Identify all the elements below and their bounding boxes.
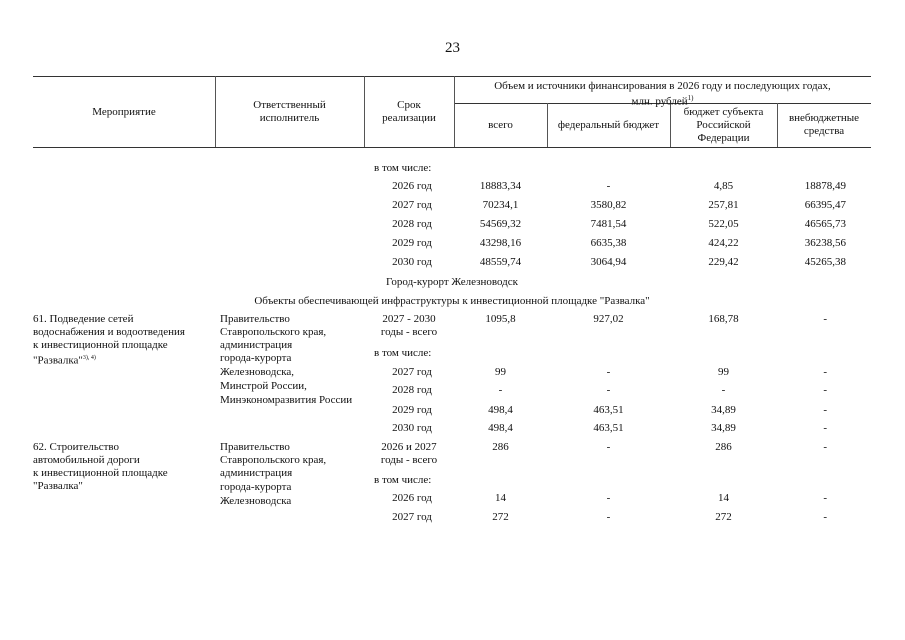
header-regional-line1: бюджет субъекта xyxy=(683,106,764,118)
item61-title-text: "Развалка" xyxy=(33,354,83,367)
item62-title-line1: 62. Строительство xyxy=(33,441,120,453)
item61-row-2027-extra: - xyxy=(823,366,827,378)
item62-total: 286 xyxy=(492,441,509,453)
header-responsible-line2: исполнитель xyxy=(259,112,320,124)
top-row-2027-year: 2027 год xyxy=(392,199,432,211)
item62-title-line3: к инвестиционной площадке xyxy=(33,467,168,479)
top-row-2030-regional: 229,42 xyxy=(708,256,739,268)
item61-title-line1: 61. Подведение сетей xyxy=(33,313,134,325)
top-row-2030-total: 48559,74 xyxy=(479,256,522,268)
header-bottom-rule xyxy=(33,147,871,148)
top-row-2028-year: 2028 год xyxy=(392,218,432,230)
header-period-line2: реализации xyxy=(382,112,436,124)
item61-row-2028-regional: - xyxy=(721,384,726,396)
item61-resp-line6: Минстрой России, xyxy=(220,380,307,392)
item62-resp-line5: Железноводска xyxy=(220,495,292,507)
item61-resp-line7: Минэкономразвития России xyxy=(220,394,353,406)
top-row-2029-federal: 6635,38 xyxy=(590,237,627,249)
top-including-label: в том числе: xyxy=(374,162,432,174)
item62-period-line1: 2026 и 2027 xyxy=(381,441,437,453)
item61-row-2029-regional: 34,89 xyxy=(711,404,736,416)
item62-federal: - xyxy=(606,441,611,453)
item61-row-2030-regional: 34,89 xyxy=(711,422,736,434)
top-row-2030-federal: 3064,94 xyxy=(590,256,627,268)
item61-row-2030-extra: - xyxy=(823,422,827,434)
item61-row-2028-extra: - xyxy=(823,384,827,396)
header-top-rule xyxy=(33,76,871,77)
item62-row-2027-year: 2027 год xyxy=(392,511,432,523)
item61-row-2029-total: 498,4 xyxy=(488,404,513,416)
item61-row-2028-year: 2028 год xyxy=(392,384,432,396)
item62-including-label: в том числе: xyxy=(374,474,432,486)
header-federal: федеральный бюджет xyxy=(557,119,660,131)
section-objects-heading: Объекты обеспечивающей инфраструктуры к инвестиционной площадке "Развалка" xyxy=(254,295,650,307)
item61-including-label: в том числе: xyxy=(374,347,432,359)
top-row-2028-extra: 46565,73 xyxy=(804,218,846,230)
top-row-2029-total: 43298,16 xyxy=(479,237,522,249)
page-number: 23 xyxy=(445,40,460,56)
top-row-2030-extra: 45265,38 xyxy=(804,256,846,268)
item61-resp-line1: Правительство xyxy=(220,313,290,325)
top-row-2029-regional: 424,22 xyxy=(708,237,739,249)
item62-extra: - xyxy=(823,441,827,453)
item62-period-line2: годы - всего xyxy=(380,454,438,466)
top-row-2026-total: 18883,34 xyxy=(479,180,522,192)
item61-resp-line4: города-курорта xyxy=(220,352,292,364)
top-row-2029-year: 2029 год xyxy=(392,237,432,249)
top-row-2026-year: 2026 год xyxy=(392,180,432,192)
top-row-2028-regional: 522,05 xyxy=(708,218,739,230)
top-row-2026-federal: - xyxy=(606,180,611,192)
top-row-2027-regional: 257,81 xyxy=(708,199,739,211)
item61-extra: - xyxy=(823,313,827,325)
item61-row-2027-regional: 99 xyxy=(718,366,729,378)
item62-row-2027-total: 272 xyxy=(492,511,509,523)
item61-federal: 927,02 xyxy=(593,313,624,325)
header-extra-line1: внебюджетные xyxy=(788,112,860,124)
item62-row-2026-extra: - xyxy=(823,492,827,504)
header-activity: Мероприятие xyxy=(92,106,156,118)
item61-row-2029-federal: 463,51 xyxy=(593,404,624,416)
item62-row-2026-regional: 14 xyxy=(718,492,729,504)
item61-row-2027-year: 2027 год xyxy=(392,366,432,378)
item62-row-2026-total: 14 xyxy=(495,492,506,504)
top-row-2027-total: 70234,1 xyxy=(482,199,519,211)
item62-row-2026-federal: - xyxy=(606,492,611,504)
header-extra-line2: средства xyxy=(803,125,845,137)
item62-row-2027-federal: - xyxy=(606,511,611,523)
header-total: всего xyxy=(488,119,513,131)
item61-regional: 168,78 xyxy=(708,313,739,325)
header-responsible-line1: Ответственный xyxy=(253,99,326,111)
section-city-heading: Город-курорт Железноводск xyxy=(386,276,518,288)
header-funding-footnote: 1) xyxy=(687,94,694,102)
item61-row-2030-total: 498,4 xyxy=(488,422,513,434)
item61-row-2027-federal: - xyxy=(606,366,611,378)
item61-title-line3: к инвестиционной площадке xyxy=(33,339,168,351)
header-funding-line2 xyxy=(454,92,871,109)
item62-row-2027-regional: 272 xyxy=(715,511,732,523)
item61-resp-line2: Ставропольского края, xyxy=(220,326,327,338)
item61-row-2029-extra: - xyxy=(823,404,827,416)
top-row-2027-federal: 3580,82 xyxy=(590,199,627,211)
item61-footnote: 3), 4) xyxy=(82,355,96,361)
top-row-2026-extra: 18878,49 xyxy=(804,180,846,192)
item62-resp-line3: администрация xyxy=(220,467,293,479)
item62-row-2027-extra: - xyxy=(823,511,827,523)
top-row-2029-extra: 36238,56 xyxy=(804,237,846,249)
header-funding-line1: Объем и источники финансирования в 2026 году и последующих годах, xyxy=(494,80,831,92)
item62-resp-line2: Ставропольского края, xyxy=(220,454,327,466)
item62-regional: 286 xyxy=(715,441,732,453)
item61-row-2029-year: 2029 год xyxy=(392,404,432,416)
item61-resp-line3: администрация xyxy=(220,339,293,351)
item61-title-line2: водоснабжения и водоотведения xyxy=(33,326,185,338)
top-row-2030-year: 2030 год xyxy=(392,256,432,268)
item61-title-line4 xyxy=(33,352,96,368)
header-funding-unit: млн. рублей xyxy=(631,95,688,108)
header-regional-line3: Федерации xyxy=(697,132,750,144)
item62-row-2026-year: 2026 год xyxy=(392,492,432,504)
header-period-line1: Срок xyxy=(397,99,421,111)
top-row-2028-total: 54569,32 xyxy=(479,218,522,230)
item62-title-line4: "Развалка" xyxy=(33,480,83,492)
top-row-2026-regional: 4,85 xyxy=(713,180,734,192)
item62-resp-line1: Правительство xyxy=(220,441,290,453)
item61-resp-line5: Железноводска, xyxy=(220,366,295,378)
item61-total: 1095,8 xyxy=(485,313,516,325)
item61-row-2030-federal: 463,51 xyxy=(593,422,624,434)
header-regional-line2: Российской xyxy=(696,119,751,131)
item61-row-2030-year: 2030 год xyxy=(392,422,432,434)
item61-period-line2: годы - всего xyxy=(380,326,438,338)
item61-row-2028-federal: - xyxy=(606,384,611,396)
item61-row-2028-total: - xyxy=(498,384,503,396)
item61-row-2027-total: 99 xyxy=(495,366,506,378)
item62-resp-line4: города-курорта xyxy=(220,481,292,493)
top-row-2027-extra: 66395,47 xyxy=(804,199,846,211)
item62-title-line2: автомобильной дороги xyxy=(33,454,140,466)
item61-period-line1: 2027 - 2030 xyxy=(382,313,436,325)
top-row-2028-federal: 7481,54 xyxy=(590,218,627,230)
